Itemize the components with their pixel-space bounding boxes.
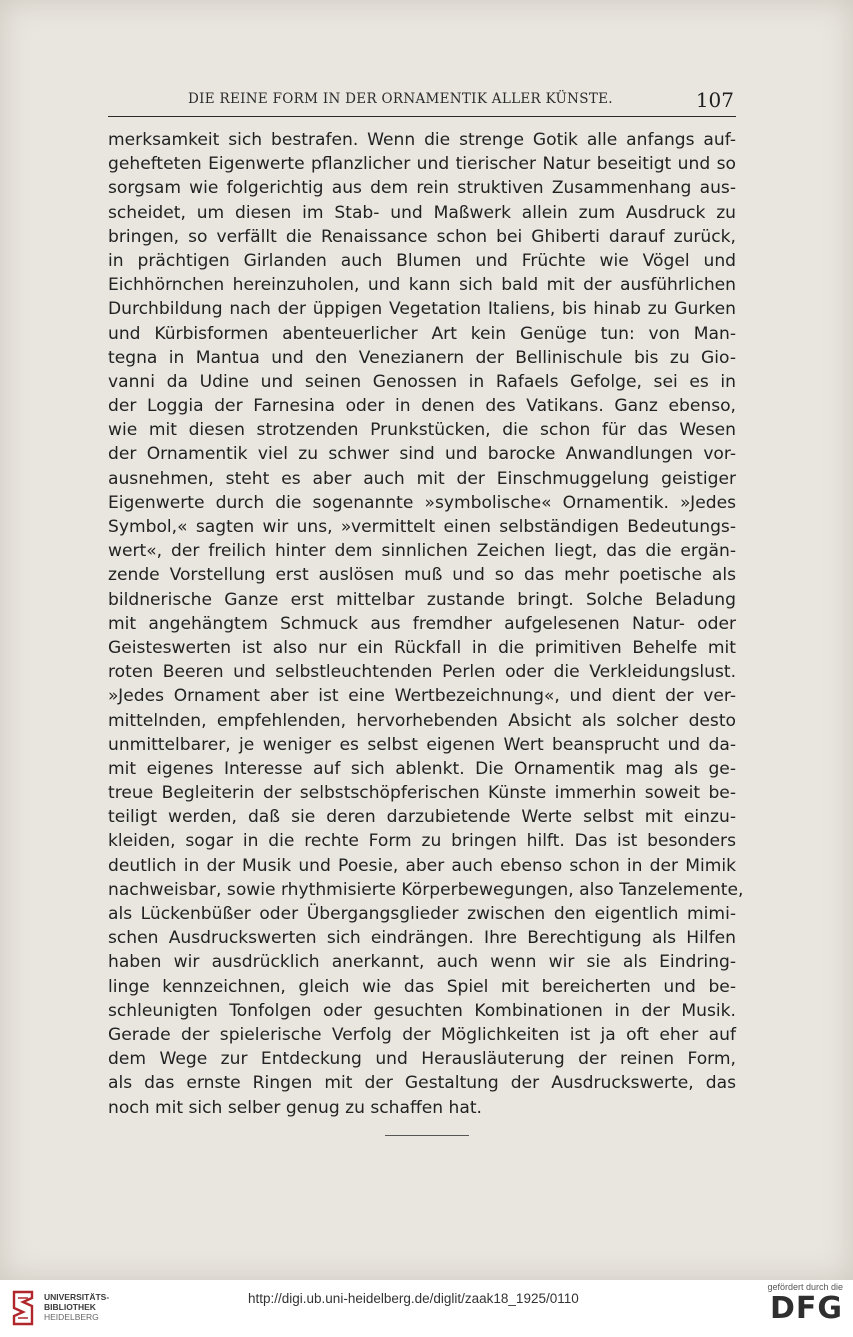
text-line: bringen, so verfällt die Renaissance schon bei Ghiberti darauf zurück, (108, 226, 736, 247)
dfg-logo[interactable]: DFG (769, 1291, 843, 1326)
sponsor-block (743, 1282, 843, 1334)
text-line: deutlich in der Musik und Poesie, aber auch ebenso schon in der Mimik (108, 855, 736, 876)
text-line: Eichhörnchen hereinzuholen, und kann sich bald mit der ausführlichen (108, 275, 736, 296)
footer-bar (0, 1280, 853, 1337)
body-text (108, 128, 744, 1120)
text-line: sorgsam wie folgerichtig aus dem rein struktiven Zusammenhang aus- (108, 178, 736, 199)
text-line: der Ornamentik viel zu schwer sind und barocke Anwandlungen vor- (108, 444, 736, 465)
sponsor-label: gefördert durch die (767, 1282, 843, 1292)
text-line: roten Beeren und selbstleuchtenden Perlen oder die Verkleidungslust. (108, 662, 736, 683)
text-line: und Kürbisformen abenteuerlicher Art kein Genüge tun: von Man- (108, 323, 736, 344)
text-line: scheidet, um diesen im Stab- und Maßwerk allein zum Ausdruck zu (108, 202, 736, 223)
page-number: 107 (695, 88, 734, 112)
library-name-line1: UNIVERSITÄTS- (44, 1292, 110, 1302)
end-rule (385, 1135, 469, 1136)
text-line: tegna in Mantua und den Venezianern der Bellinischule bis zu Gio- (108, 347, 736, 368)
library-name-line2: BIBLIOTHEK (44, 1302, 96, 1312)
text-line: noch mit sich selber genug zu schaffen hat. (108, 1097, 482, 1118)
text-line: als das ernste Ringen mit der Gestaltung der Ausdruckswerte, das (108, 1073, 736, 1094)
text-line: mittelnden, empfehlenden, hervorhebenden Absicht als solcher desto (108, 710, 736, 731)
library-name (44, 1292, 109, 1322)
text-line: Geisteswerten ist also nur ein Rückfall in die primitiven Behelfe mit (108, 637, 736, 658)
text-line: bildnerische Ganze erst mittelbar zustande bringt. Solche Beladung (108, 589, 736, 610)
text-line: in prächtigen Girlanden auch Blumen und Früchte wie Vögel und (108, 250, 736, 271)
text-line: Symbol,« sagten wir uns, »vermittelt einen selbständigen Bedeutungs- (108, 517, 736, 537)
text-line: Gerade der spielerische Verfolg der Möglichkeiten ist ja oft eher auf (108, 1024, 736, 1045)
running-head (108, 88, 736, 117)
text-line: wie mit diesen strotzenden Prunkstücken, die schon für das Wesen (108, 420, 736, 441)
text-line: mit eigenes Interesse auf sich ablenkt. Die Ornamentik mag als ge- (108, 758, 736, 779)
text-line: wert«, der freilich hinter dem sinnlichen Zeichen liegt, das die ergän- (108, 541, 736, 562)
text-line: mit angehängtem Schmuck aus fremdher aufgelesenen Natur- oder (108, 613, 736, 634)
text-line: ausnehmen, steht es aber auch mit der Einschmuggelung geistiger (108, 468, 736, 489)
library-logo[interactable] (10, 1288, 150, 1332)
text-line: Durchbildung nach der üppigen Vegetation Italiens, bis hinab zu Gurken (108, 299, 736, 320)
text-line: Eigenwerte durch die sogenannte »symbolische« Ornamentik. »Jedes (108, 492, 736, 513)
library-seal-icon (10, 1288, 36, 1328)
text-line: merksamkeit sich bestrafen. Wenn die strenge Gotik alle anfangs auf- (108, 130, 736, 150)
running-title: DIE REINE FORM IN DER ORNAMENTIK ALLER KÜNSTE. (188, 91, 613, 107)
text-line: linge kennzeichnen, gleich wie das Spiel mit bereicherten und be- (108, 976, 736, 997)
text-line: kleiden, sogar in die rechte Form zu bringen hilft. Das ist besonders (108, 831, 736, 852)
text-line: gehefteten Eigenwerte pflanzlicher und tierischer Natur beseitigt und so (108, 154, 736, 175)
text-line: teiligt werden, daß sie deren darzubietende Werte selbst mit einzu- (108, 807, 736, 828)
text-line: treue Begleiterin der selbstschöpferischen Künste immerhin soweit be- (108, 783, 736, 804)
text-line: vanni da Udine und seinen Genossen in Rafaels Gefolge, sei es in (108, 371, 736, 392)
permalink-url[interactable]: http://digi.ub.uni-heidelberg.de/diglit/zaak18_1925/0110 (248, 1291, 579, 1306)
text-line: haben wir ausdrücklich anerkannt, auch wenn wir sie als Eindring- (108, 952, 736, 973)
text-line: »Jedes Ornament aber ist eine Wertbezeichnung«, und dient der ver- (108, 686, 736, 707)
library-name-line3: HEIDELBERG (44, 1312, 99, 1322)
text-line: unmittelbarer, je weniger es selbst eigenen Wert beansprucht und da- (108, 734, 736, 755)
text-line: zende Vorstellung erst auslösen muß und so das mehr poetische als (108, 565, 736, 586)
text-line: schleunigten Tonfolgen oder gesuchten Kombinationen in der Musik. (108, 1000, 736, 1021)
text-line: dem Wege zur Entdeckung und Herausläuterung der reinen Form, (108, 1049, 736, 1070)
text-line: nachweisbar, sowie rhythmisierte Körperbewegungen, also Tanzelemente, (108, 879, 744, 900)
text-line: der Loggia der Farnesina oder in denen des Vatikans. Ganz ebenso, (108, 396, 736, 417)
text-line: als Lückenbüßer oder Übergangsglieder zwischen den eigentlich mimi- (108, 904, 736, 924)
text-line: schen Ausdruckswerten sich eindrängen. Ihre Berechtigung als Hilfen (108, 928, 736, 949)
